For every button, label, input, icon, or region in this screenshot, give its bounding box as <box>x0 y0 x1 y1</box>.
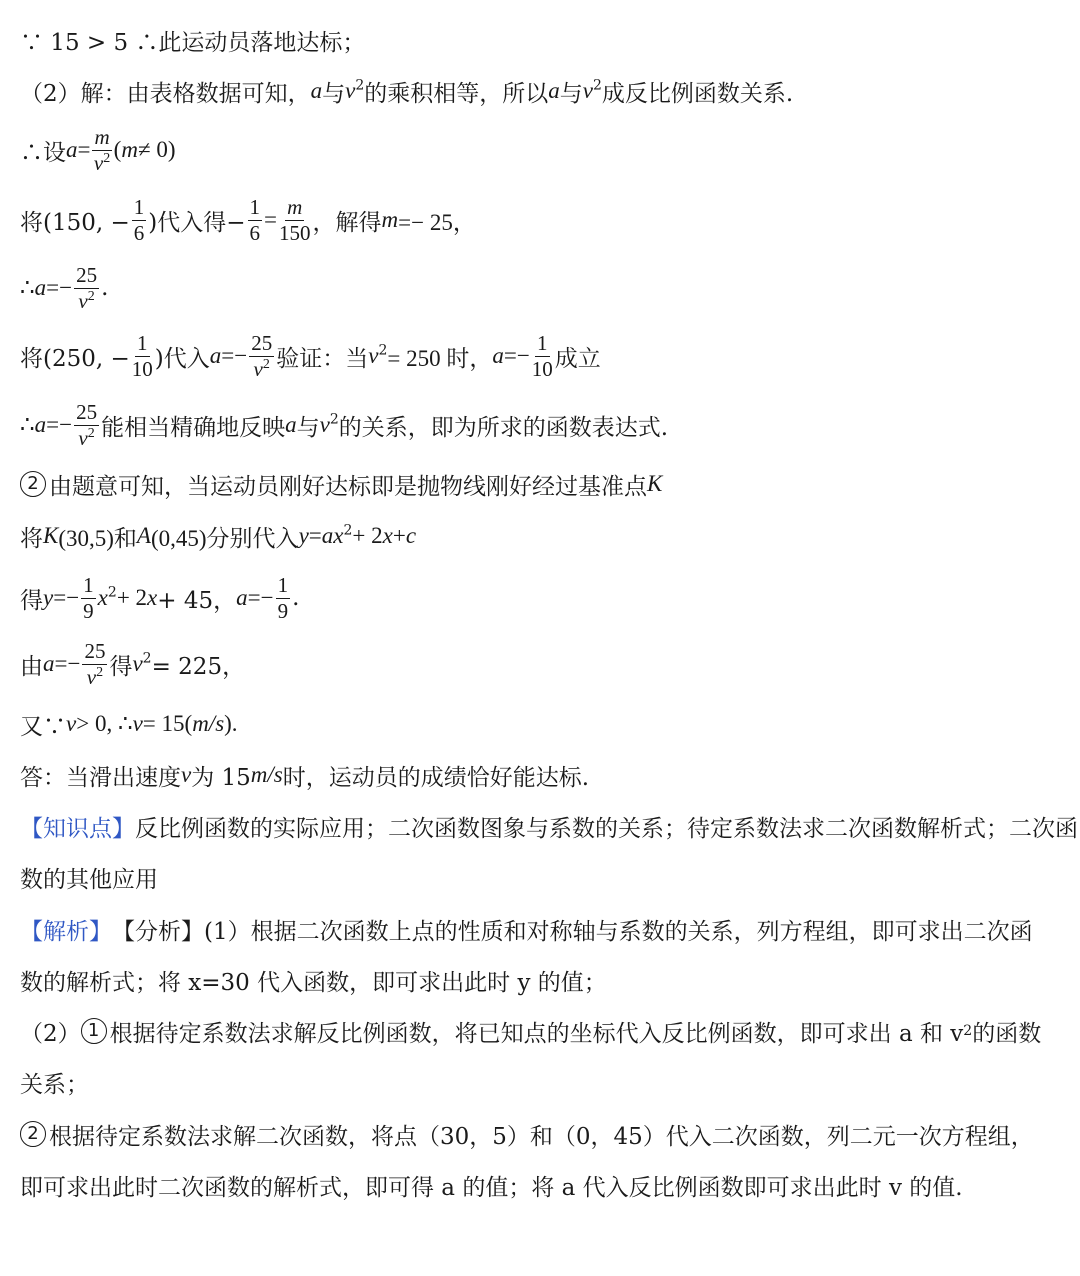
var-a: a <box>548 78 560 103</box>
circled-number: 2 <box>20 1121 46 1147</box>
var-a: a <box>285 412 297 437</box>
fraction <box>82 638 107 689</box>
var-m: m <box>381 207 399 232</box>
var-m: m <box>121 137 138 162</box>
analysis <box>20 911 1066 947</box>
text: . <box>292 585 300 611</box>
exp: 2 <box>107 584 117 601</box>
var-v: v <box>368 343 379 368</box>
numerator: m <box>287 194 303 219</box>
text: 反比例函数的实际应用；二次函数图象与系数的关系；待定系数法求二次函数解析式；二次函 <box>135 815 1078 842</box>
text: 根据待定系数法求解二次函数，将点（30，5）和（0，45）代入二次函数，列二元一次方程组， <box>49 1123 1034 1150</box>
numerator: 25 <box>251 330 273 355</box>
text: 与 <box>296 414 320 441</box>
text: + 2 <box>352 523 383 548</box>
text: 根据待定系数法求解反比例函数，将已知点的坐标代入反比例函数，即可求出 a 和 v <box>109 1020 964 1047</box>
text: 【分析】(1）根据二次函数上点的性质和对称轴与系数的关系，列方程组，即可求出二次函 <box>112 918 1033 945</box>
text: =− 25， <box>398 209 476 235</box>
exp: 2 <box>96 664 104 680</box>
exp: 2 <box>355 77 365 94</box>
point-A: A <box>136 523 151 548</box>
text: = 15( <box>142 711 193 736</box>
text: =− <box>54 651 81 676</box>
knowledge-points <box>20 808 1078 844</box>
text: 的函数 <box>972 1020 1042 1047</box>
text: （2）解：由表格数据可知， <box>20 80 311 107</box>
var-v: v <box>345 78 356 103</box>
var-v: v <box>253 356 263 381</box>
numerator: 25 <box>84 638 106 663</box>
text: > 0, ∴ <box>76 711 133 736</box>
text: + 45， <box>157 587 237 614</box>
text: =− <box>503 343 530 368</box>
exp: 2 <box>262 356 270 372</box>
var-a: a <box>34 275 47 300</box>
fraction <box>249 330 274 381</box>
text: 数的其他应用 <box>20 866 158 893</box>
text: 又∵ <box>20 713 66 740</box>
circled-number: 1 <box>81 1018 107 1044</box>
text: 由 <box>20 653 43 680</box>
point-K: K <box>647 471 663 496</box>
exp: 2 <box>87 288 95 304</box>
text: ∴ <box>20 275 35 301</box>
text: 答：当滑出速度 <box>20 764 181 791</box>
text: 能相当精确地反映 <box>101 414 286 441</box>
point-K: K <box>43 523 59 548</box>
numerator: 25 <box>76 399 98 424</box>
line-circle-2 <box>20 466 1066 502</box>
text: ( <box>113 137 122 162</box>
text: 由题意可知，当运动员刚好达标即是抛物线刚好经过基准点 <box>49 473 647 500</box>
fraction <box>279 194 311 245</box>
text: 即可求出此时二次函数的解析式，即可得 a 的值；将 a 代入反比例函数即可求出此时 v 的值. <box>20 1174 963 1201</box>
analysis-part2b <box>20 1116 1066 1152</box>
var-v: v <box>78 425 88 450</box>
text: + 2 <box>116 585 148 610</box>
var-a: a <box>492 343 504 368</box>
text: 与 <box>322 80 346 107</box>
line-parabola-result <box>20 570 1066 626</box>
denominator: 10 <box>531 356 553 381</box>
line-set-a: ∴设 a = $\frac{m}{v^2}$ ( m ≠ 0) <box>20 124 176 175</box>
text: =− <box>46 412 73 437</box>
exp: 2 <box>142 650 152 667</box>
numerator: 1 <box>277 572 289 597</box>
var-c: c <box>405 523 417 548</box>
var-v: v <box>132 711 143 736</box>
var-v: v <box>86 664 97 689</box>
denominator: 6 <box>133 220 145 245</box>
var-a: a <box>66 137 78 162</box>
denominator: 150 <box>279 220 311 245</box>
var-x: x <box>97 585 108 610</box>
var-a: a <box>43 651 55 676</box>
var-v: v <box>319 412 330 437</box>
unit: m/s <box>250 762 283 787</box>
denominator: 9 <box>83 598 94 623</box>
analysis-cont <box>20 962 1066 998</box>
var-v: v <box>78 288 88 313</box>
text: = 225， <box>151 653 246 680</box>
text: 时，运动员的成绩恰好能达标. <box>282 764 590 791</box>
var-a: a <box>209 343 222 368</box>
line-answer <box>20 757 1066 793</box>
text: ∴ <box>20 412 35 438</box>
var-x: x <box>147 585 158 610</box>
numerator: 1 <box>83 572 94 597</box>
text: 关系； <box>20 1071 89 1098</box>
var-x: x <box>333 523 344 548</box>
exp: 2 <box>87 425 95 441</box>
text: ∵ 15 > 5 ∴此运动员落地达标； <box>20 29 366 56</box>
text: ，解得 <box>312 209 382 236</box>
var-v: v <box>132 651 143 676</box>
fraction <box>276 572 291 623</box>
text: ≠ 0) <box>137 137 176 162</box>
line-v-value <box>20 706 1066 742</box>
denominator: 6 <box>249 220 261 245</box>
text: 的乘积相等，所以 <box>364 80 549 107</box>
text: . <box>101 275 109 301</box>
numerator: 1 <box>133 194 145 219</box>
text: （2） <box>20 1020 81 1047</box>
line-a-equals <box>20 260 1066 316</box>
text: =− <box>53 585 80 610</box>
var-v: v <box>582 78 593 103</box>
var-a: a <box>34 412 47 437</box>
exp: 2 <box>343 522 353 539</box>
var-a: a <box>236 585 248 610</box>
knowledge-points-cont <box>20 859 1066 895</box>
text: 为 15 <box>191 764 251 791</box>
text: 与 <box>559 80 583 107</box>
line-part2-intro <box>20 73 1066 109</box>
text: 将 <box>20 525 43 552</box>
text: 将(150, − <box>20 209 130 236</box>
fraction <box>248 194 263 245</box>
fraction <box>132 194 147 245</box>
tag-label: 【解析】 <box>20 918 112 945</box>
exp: 2 <box>103 150 111 166</box>
analysis-part2: （2） 1 根据待定系数法求解反比例函数，将已知点的坐标代入反比例函数，即可求出 a 和 v 2 的函数 <box>20 1013 1066 1049</box>
fraction <box>92 124 111 175</box>
denominator: 9 <box>277 598 289 623</box>
text: ∴设 <box>20 139 66 166</box>
numerator: 25 <box>76 262 98 287</box>
fraction <box>131 330 153 381</box>
var-v: v <box>66 711 77 736</box>
line-conclusion-1 <box>20 22 1066 58</box>
circled-number: 2 <box>20 471 46 497</box>
line-verify-250 <box>20 328 1066 384</box>
text: + <box>392 523 406 548</box>
numerator: 1 <box>537 330 548 355</box>
text: )代入 <box>154 345 210 372</box>
text: 的关系，即为所求的函数表达式. <box>338 414 669 441</box>
var-v: v <box>93 150 104 175</box>
var-y: y <box>298 523 309 548</box>
text: 得 <box>109 653 133 680</box>
text: 成反比例函数关系. <box>601 80 794 107</box>
text: 验证：当 <box>276 345 369 372</box>
text: = <box>308 523 322 548</box>
text: (0,45)分别代入 <box>150 525 299 551</box>
text: 数的解析式；将 x=30 代入函数，即可求出此时 y 的值； <box>20 969 607 996</box>
text: )代入得− <box>148 209 246 236</box>
var-a: a <box>310 78 323 103</box>
analysis-part2b-cont <box>20 1167 1066 1203</box>
analysis-part2-cont <box>20 1064 1066 1100</box>
text: 成立 <box>554 345 601 372</box>
line-substitute-150: 将(150, − $\frac{1}{6}$ )代入得− $\frac{1}{6}$ = $\frac{m}{150}$ ，解得 m =− 25， <box>20 194 476 245</box>
denominator: 10 <box>131 356 153 381</box>
fraction <box>81 572 96 623</box>
fraction <box>74 399 99 450</box>
exp: 2 <box>378 342 388 359</box>
text: =− <box>247 585 274 610</box>
fraction <box>74 262 99 313</box>
line-substitute-points <box>20 518 1066 554</box>
var-v: v <box>181 762 192 787</box>
text: ). <box>224 711 238 736</box>
var-a: a <box>321 523 334 548</box>
numerator: 1 <box>137 330 148 355</box>
line-v-squared <box>20 636 1066 692</box>
text: =− <box>46 275 73 300</box>
numerator: 1 <box>249 194 261 219</box>
text: =− <box>221 343 248 368</box>
line-function-conclusion <box>20 397 1066 453</box>
exp: 2 <box>329 411 339 428</box>
var-x: x <box>382 523 393 548</box>
unit: m/s <box>192 711 225 736</box>
var-y: y <box>43 585 54 610</box>
numerator: m <box>94 124 110 149</box>
exp: 2 <box>593 77 602 94</box>
text: 得 <box>20 587 43 614</box>
fraction <box>531 330 553 381</box>
text: 将(250, − <box>20 345 130 372</box>
text: = 250 时， <box>387 345 493 371</box>
text: (30,5)和 <box>58 525 137 551</box>
tag-label: 【知识点】 <box>20 815 135 842</box>
